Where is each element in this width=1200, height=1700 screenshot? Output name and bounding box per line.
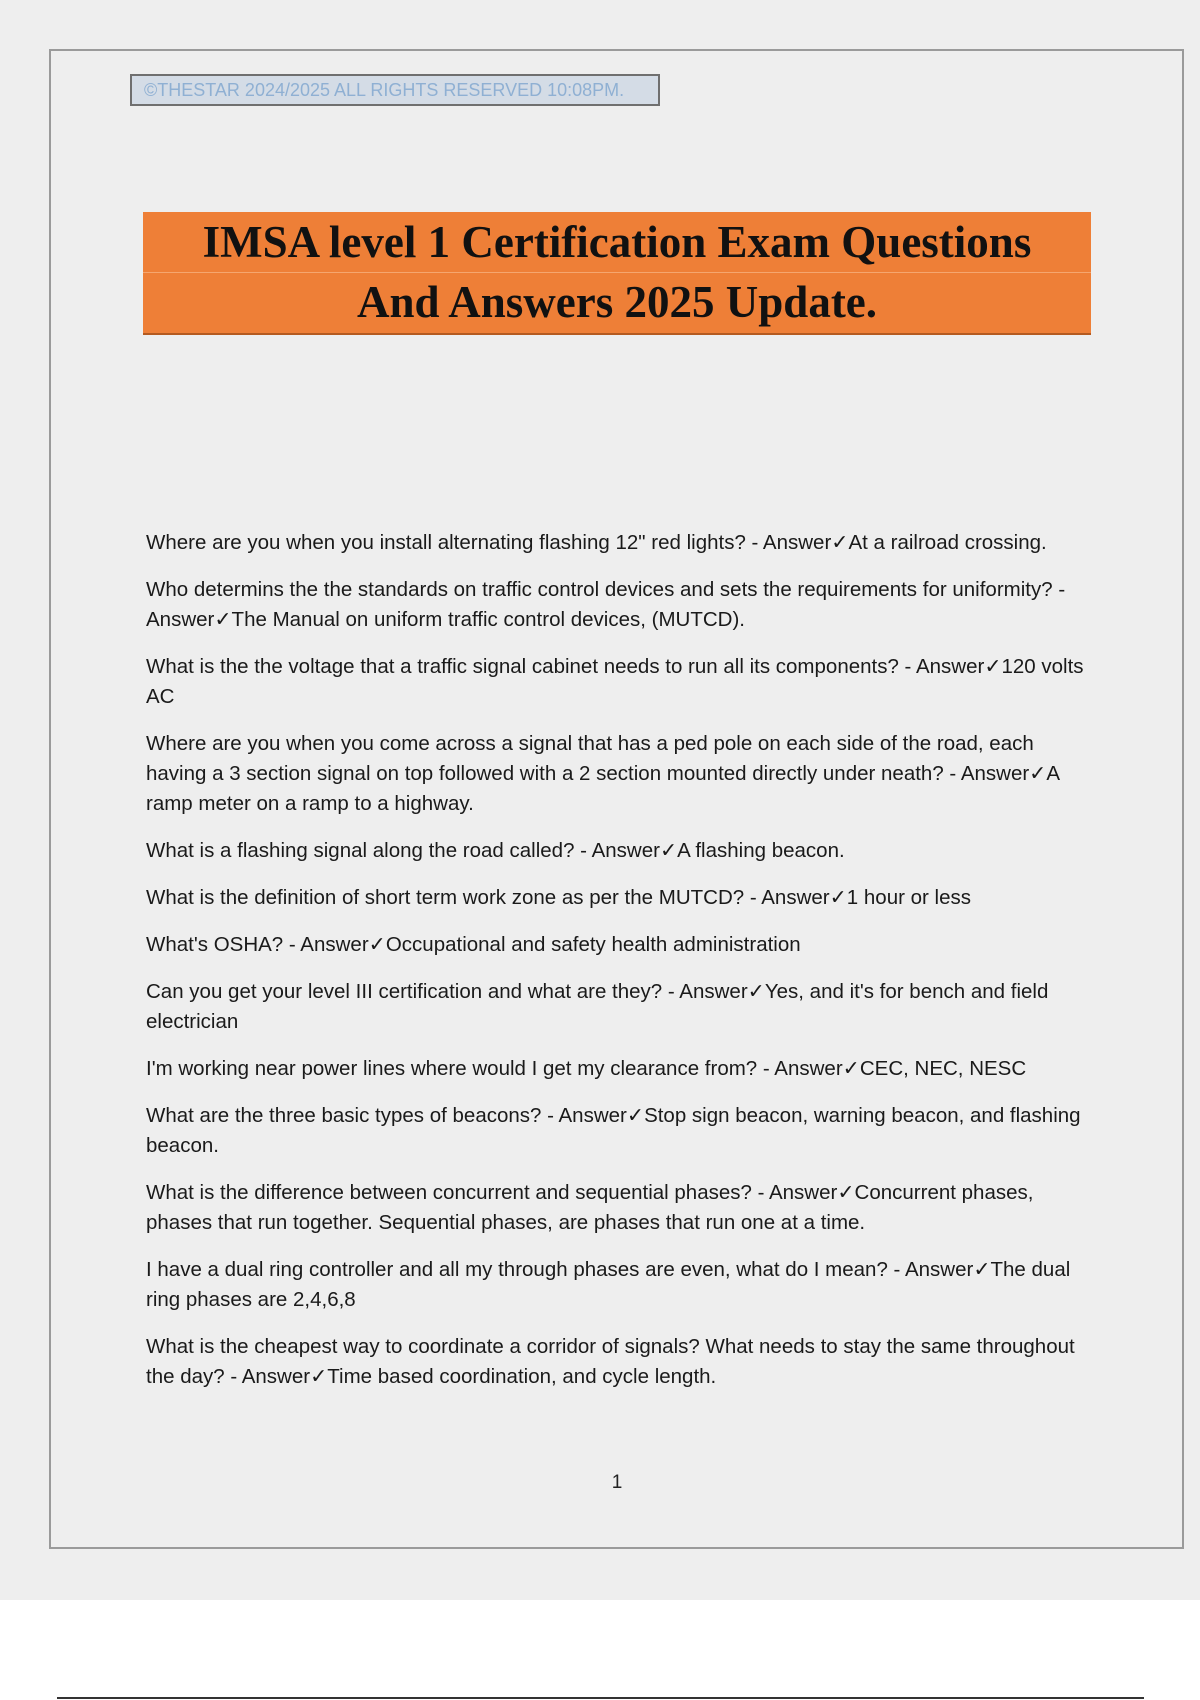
check-mark-icon: ✓ <box>214 608 232 631</box>
check-mark-icon: ✓ <box>973 1258 991 1281</box>
qa-list <box>146 528 1091 1409</box>
title-line-2: And Answers 2025 Update. <box>356 277 878 327</box>
question-text: What's OSHA? - Answer <box>146 933 369 956</box>
page-number: 1 <box>611 1472 623 1493</box>
qa-item <box>146 930 1091 960</box>
question-text: What is a flashing signal along the road called? - Answer <box>146 839 660 862</box>
question-text: I'm working near power lines where would I get my clearance from? - Answer <box>146 1057 843 1080</box>
question-text: Where are you when you install alternating flashing 12" red lights? - Answer <box>146 531 832 554</box>
qa-item <box>146 652 1091 712</box>
question-text: What are the three basic types of beacons? - Answer <box>146 1104 627 1127</box>
qa-item <box>146 836 1091 866</box>
check-mark-icon: ✓ <box>747 980 765 1003</box>
answer-text: The Manual on uniform traffic control devices, (MUTCD). <box>231 608 745 631</box>
question-text: What is the difference between concurrent and sequential phases? - Answer <box>146 1181 838 1204</box>
check-mark-icon: ✓ <box>984 655 1002 678</box>
qa-item <box>146 1101 1091 1161</box>
answer-text: A flashing beacon. <box>677 839 845 862</box>
title-banner <box>143 212 1091 335</box>
check-mark-icon: ✓ <box>659 839 678 862</box>
question-text: Who determins the the standards on traffic control devices and sets the requirements for uniformity? - Answer <box>146 578 1066 631</box>
check-mark-icon: ✓ <box>831 531 849 554</box>
qa-item <box>146 729 1091 819</box>
check-mark-icon: ✓ <box>842 1057 860 1080</box>
title-line-1: IMSA level 1 Certification Exam Questions <box>202 217 1032 267</box>
answer-text: CEC, NEC, NESC <box>859 1057 1027 1080</box>
check-mark-icon: ✓ <box>626 1104 645 1127</box>
answer-text: Time based coordination, and cycle length. <box>327 1365 717 1388</box>
answer-text: Stop sign beacon, warning beacon, and flashing beacon. <box>146 1104 1081 1157</box>
qa-item <box>146 1332 1091 1392</box>
footer-divider <box>57 1697 1144 1699</box>
title-divider <box>143 272 1091 273</box>
check-mark-icon: ✓ <box>368 933 386 956</box>
qa-item <box>146 528 1091 558</box>
qa-item <box>146 1255 1091 1315</box>
check-mark-icon: ✓ <box>837 1181 855 1204</box>
check-mark-icon: ✓ <box>310 1365 328 1388</box>
answer-text: 120 volts AC <box>146 655 1084 708</box>
answer-text: The dual ring phases are 2,4,6,8 <box>146 1258 1071 1311</box>
answer-text: At a railroad crossing. <box>848 531 1047 554</box>
answer-text: Occupational and safety health administration <box>385 933 801 956</box>
answer-text: 1 hour or less <box>846 886 971 909</box>
answer-text: A ramp meter on a ramp to a highway. <box>146 762 1059 815</box>
question-text: What is the the voltage that a traffic signal cabinet needs to run all its components? - Answer <box>146 655 985 678</box>
copyright-banner: ©THESTAR 2024/2025 ALL RIGHTS RESERVED 10:08PM. <box>130 74 660 106</box>
answer-text: Concurrent phases, phases that run together. Sequential phases, are phases that run one at a time. <box>146 1181 1034 1234</box>
answer-text: Yes, and it's for bench and field electrician <box>146 980 1049 1033</box>
question-text: What is the definition of short term work zone as per the MUTCD? - Answer <box>146 886 830 909</box>
question-text: I have a dual ring controller and all my through phases are even, what do I mean? - Answer <box>146 1258 974 1281</box>
check-mark-icon: ✓ <box>1029 762 1047 785</box>
qa-item <box>146 575 1091 635</box>
check-mark-icon: ✓ <box>829 886 847 909</box>
question-text: Can you get your level III certification and what are they? - Answer <box>146 980 748 1003</box>
qa-item <box>146 977 1091 1037</box>
question-text: What is the cheapest way to coordinate a corridor of signals? What needs to stay the same throughout the day? - Answer <box>146 1335 1075 1388</box>
qa-item <box>146 883 1091 913</box>
qa-item <box>146 1178 1091 1238</box>
question-text: Where are you when you come across a signal that has a ped pole on each side of the road, each having a 3 section signal on top followed with a 2 section mounted directly under neath? - Answer <box>146 732 1034 785</box>
qa-item <box>146 1054 1091 1084</box>
